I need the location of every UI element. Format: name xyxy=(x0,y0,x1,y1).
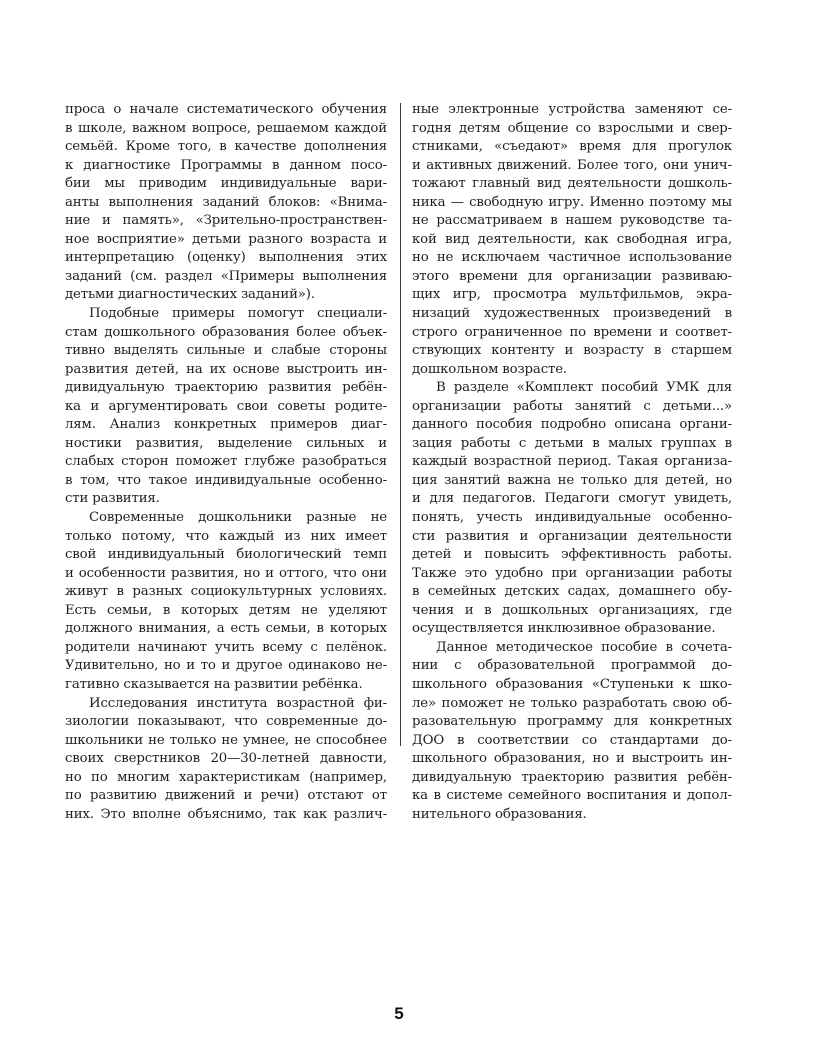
text-line: детьми диагностических заданий»). xyxy=(65,287,315,303)
text-line: дошкольном возрасте. xyxy=(412,361,567,377)
text-line: развития детей, на их основе выстроить ин- xyxy=(65,361,387,377)
text-line: ние и память», «Зрительно-пространствен- xyxy=(65,213,387,229)
text-line: В разделе «Комплект пособий УМК для xyxy=(436,380,732,396)
text-line: разовательную программу для конкретных xyxy=(412,714,732,730)
text-line: нии с образовательной программой до- xyxy=(412,658,732,674)
text-line: Современные дошкольники разные не xyxy=(89,510,387,526)
text-line: свой индивидуальный биологический темп xyxy=(65,547,387,563)
text-line: но не исключаем частичное использование xyxy=(412,250,732,266)
column-divider xyxy=(400,103,401,746)
text-line: тивно выделять сильные и слабые стороны xyxy=(65,343,387,359)
text-line: интерпретацию (оценку) выполнения этих xyxy=(65,250,387,266)
text-line: дивидуальную траекторию развития ребён- xyxy=(65,380,387,396)
text-line: бии мы приводим индивидуальные вари- xyxy=(65,176,387,192)
text-line: ДОО в соответствии со стандартами до- xyxy=(412,732,732,748)
text-line: детей и повысить эффективность работы. xyxy=(412,547,732,563)
text-line: них. Это вполне объяснимо, так как различ- xyxy=(65,806,387,822)
text-line: гативно сказывается на развитии ребёнка. xyxy=(65,676,363,692)
text-line: ка в системе семейного воспитания и допол- xyxy=(412,788,732,804)
text-line: организации работы занятий с детьми...» xyxy=(412,398,732,414)
text-line: и особенности развития, но и оттого, что они xyxy=(65,565,387,581)
text-line: тожают главный вид деятельности дошколь- xyxy=(412,176,732,192)
text-line: Исследования института возрастной фи- xyxy=(89,695,387,711)
text-line: не рассматриваем в нашем руководстве та- xyxy=(412,213,732,229)
text-line: ка и аргументировать свои советы родите- xyxy=(65,398,387,414)
text-line: низаций художественных произведений в xyxy=(412,306,732,322)
text-line: родители начинают учить всему с пелёнок. xyxy=(65,639,387,655)
text-line: заданий (см. раздел «Примеры выполнения xyxy=(65,268,387,284)
text-line: Подобные примеры помогут специали- xyxy=(89,306,387,322)
text-line: по развитию движений и речи) отстают от xyxy=(65,788,387,804)
text-line: Данное методическое пособие в сочета- xyxy=(436,639,732,655)
text-line: и для педагогов. Педагоги смогут увидеть, xyxy=(412,491,732,507)
text-line: анты выполнения заданий блоков: «Внима- xyxy=(65,194,387,210)
text-line: ностики развития, выделение сильных и xyxy=(65,435,387,451)
text-line: Также это удобно при организации работы xyxy=(412,565,732,581)
text-line: ное восприятие» детьми разного возраста и xyxy=(65,231,387,247)
page-number: 5 xyxy=(394,1004,404,1023)
text-line: к диагностике Программы в данном посо- xyxy=(65,157,387,173)
text-line: школьного образования «Ступеньки к шко- xyxy=(412,676,732,692)
text-line: стам дошкольного образования более объек- xyxy=(65,324,387,340)
text-line: сти развития. xyxy=(65,491,160,507)
text-line: строго ограниченное по времени и соответ- xyxy=(412,324,732,340)
text-line: ствующих контенту и возрасту в старшем xyxy=(412,343,732,359)
text-line: сти развития и организации деятельности xyxy=(412,528,732,544)
text-line: ника — свободную игру. Именно поэтому мы xyxy=(412,194,732,210)
text-line: чения и в дошкольных организациях, где xyxy=(412,602,732,618)
text-line: школьного образования, но и выстроить ин- xyxy=(412,751,732,767)
text-line: дивидуальную траекторию развития ребён- xyxy=(412,769,732,785)
text-line: Удивительно, но и то и другое одинаково не- xyxy=(65,658,387,674)
text-line: нительного образования. xyxy=(412,806,587,822)
text-line: щих игр, просмотра мультфильмов, экра- xyxy=(412,287,732,303)
text-line: и активных движений. Более того, они унич- xyxy=(412,157,732,173)
text-line: ле» поможет не только разработать свою об- xyxy=(412,695,732,711)
text-line: каждый возрастной период. Такая организа- xyxy=(412,454,732,470)
text-line: лям. Анализ конкретных примеров диаг- xyxy=(65,417,387,433)
right-column xyxy=(412,101,732,824)
text-line: слабых сторон поможет глубже разобраться xyxy=(65,454,387,470)
text-line: осуществляется инклюзивное образование. xyxy=(412,621,716,637)
text-line: живут в разных социокультурных условиях. xyxy=(65,584,387,600)
text-line: школьники не только не умнее, не способнее xyxy=(65,732,387,748)
text-line: проса о начале систематического обучения xyxy=(65,102,387,117)
text-line: Есть семьи, в которых детям не уделяют xyxy=(65,602,387,618)
text-line: семьёй. Кроме того, в качестве дополнения xyxy=(65,139,387,155)
text-line: в семейных детских садах, домашнего обу- xyxy=(412,584,732,600)
text-line: ные электронные устройства заменяют се- xyxy=(412,102,732,117)
text-line: в школе, важном вопросе, решаемом каждой xyxy=(65,120,387,136)
text-line: в том, что такое индивидуальные особенно- xyxy=(65,472,387,488)
text-line: понять, учесть индивидуальные особенно- xyxy=(412,510,732,526)
text-line: зиологии показывают, что современные до- xyxy=(65,714,387,730)
text-line: должного внимания, а есть семьи, в которых xyxy=(65,621,387,637)
left-column xyxy=(65,101,387,824)
text-line: но по многим характеристикам (например, xyxy=(65,769,387,785)
text-line: кой вид деятельности, как свободная игра, xyxy=(412,231,732,247)
text-line: этого времени для организации развиваю- xyxy=(412,268,732,284)
text-line: годня детям общение со взрослыми и свер- xyxy=(412,120,732,136)
text-line: ция занятий важна не только для детей, но xyxy=(412,472,732,488)
text-line: данного пособия подробно описана органи- xyxy=(412,417,732,433)
text-line: стниками, «съедают» время для прогулок xyxy=(412,139,732,155)
text-line: своих сверстников 20—30-летней давности, xyxy=(65,751,387,767)
text-line: только потому, что каждый из них имеет xyxy=(65,528,387,544)
text-line: зация работы с детьми в малых группах в xyxy=(412,435,732,451)
